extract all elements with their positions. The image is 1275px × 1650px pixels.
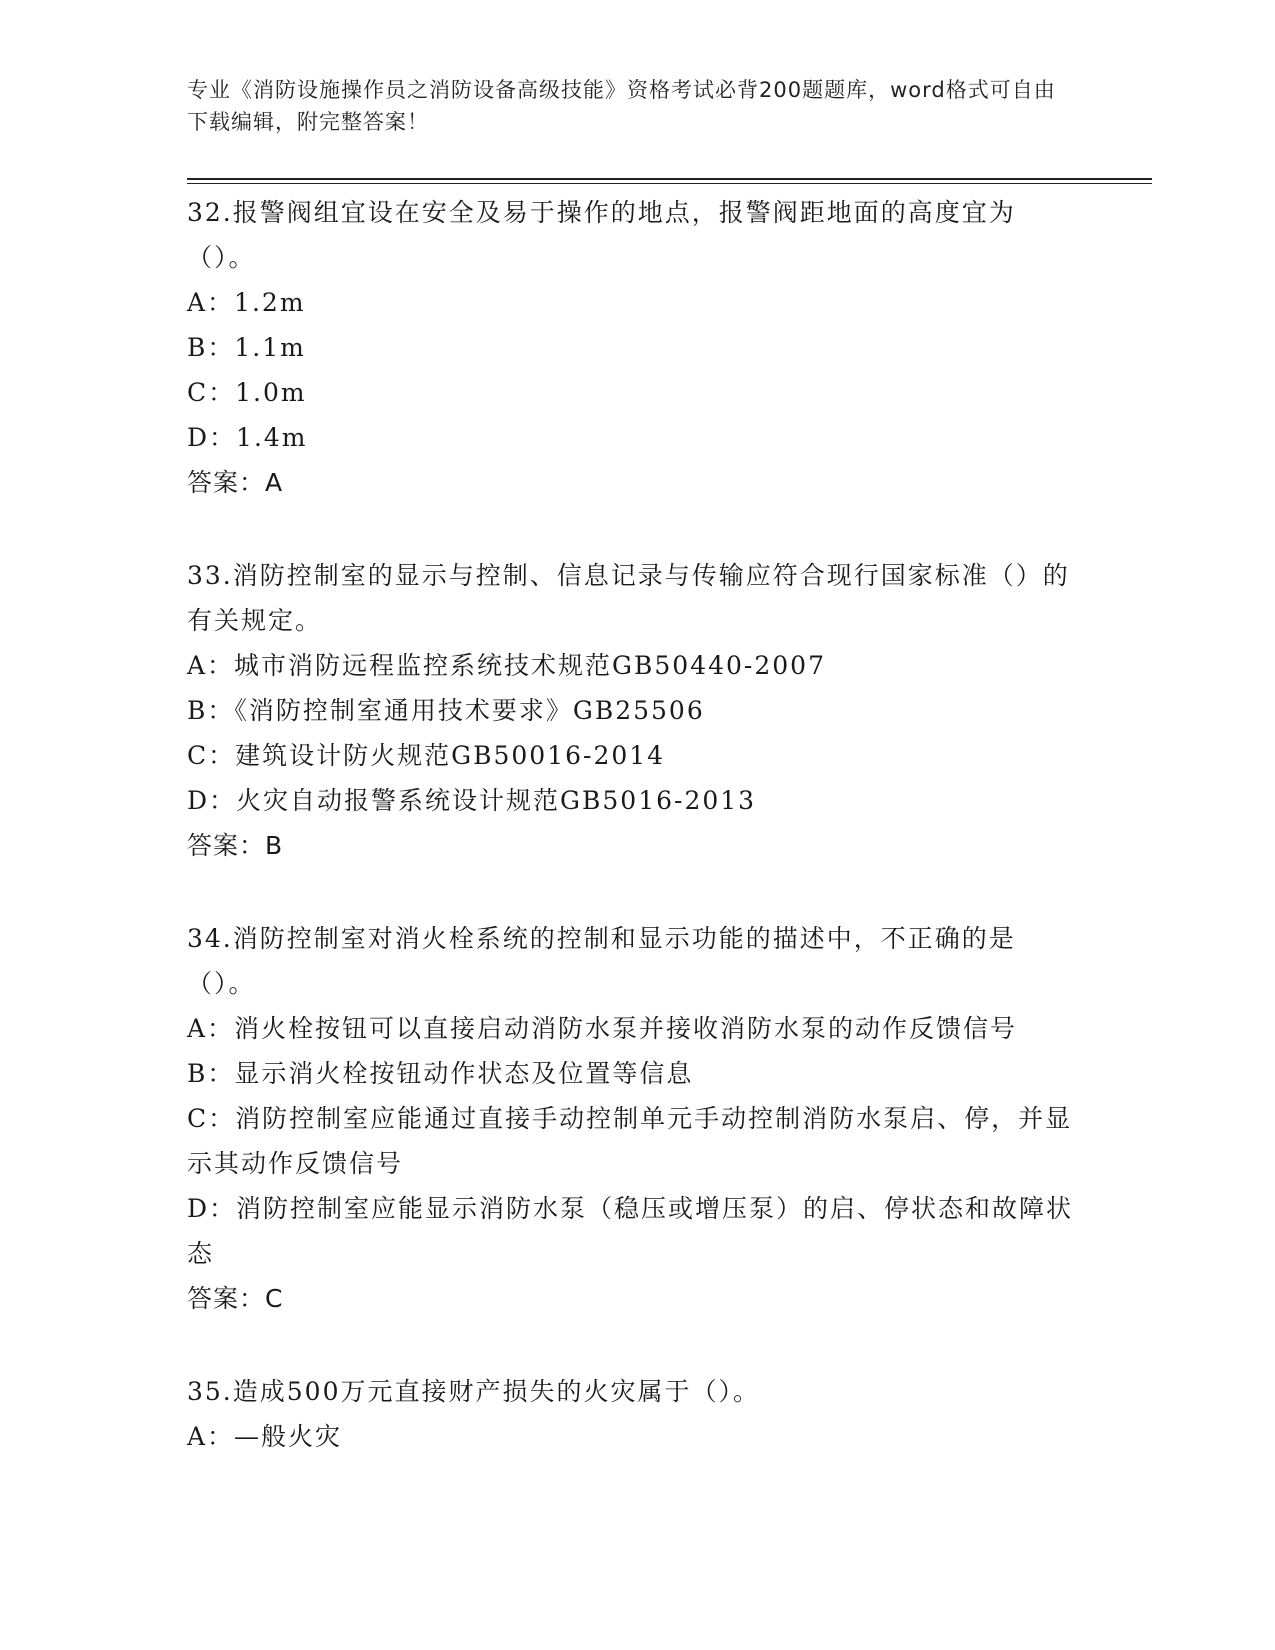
answer: 答案：A: [187, 468, 284, 497]
option-c: C：1.0m: [187, 378, 307, 407]
option-d: D：1.4m: [187, 423, 308, 452]
option-a: A：城市消防远程监控系统技术规范GB50440-2007: [187, 651, 826, 680]
option-b: B：《消防控制室通用技术要求》GB25506: [187, 696, 705, 725]
option-a: A：—般火灾: [187, 1422, 343, 1451]
option-d: D：火灾自动报警系统设计规范GB5016-2013: [187, 786, 757, 815]
question-33: [187, 553, 1082, 868]
option-c: C：建筑设计防火规范GB50016-2014: [187, 741, 666, 770]
option-a: A：消火栓按钮可以直接启动消防水泵并接收消防水泵的动作反馈信号: [187, 1014, 1018, 1043]
header-divider-thick: [187, 178, 1152, 180]
question-stem: 32.报警阀组宜设在安全及易于操作的地点，报警阀距地面的高度宜为（）。: [187, 198, 1016, 272]
question-stem: 34.消防控制室对消火栓系统的控制和显示功能的描述中，不正确的是（）。: [187, 924, 1016, 998]
question-35: [187, 1369, 1082, 1459]
question-stem: 35.造成500万元直接财产损失的火灾属于（）。: [187, 1377, 760, 1406]
option-a: A：1.2m: [187, 288, 306, 317]
question-32: [187, 190, 1082, 505]
option-d: D：消防控制室应能显示消防水泵（稳压或增压泵）的启、停状态和故障状态: [187, 1194, 1074, 1268]
header-divider-thin: [187, 183, 1152, 184]
option-c: C：消防控制室应能通过直接手动控制单元手动控制消防水泵启、停，并显示其动作反馈信号: [187, 1104, 1073, 1178]
question-list: [187, 190, 1082, 1507]
option-b: B：显示消火栓按钮动作状态及位置等信息: [187, 1059, 694, 1088]
option-b: B：1.1m: [187, 333, 306, 362]
answer: 答案：B: [187, 831, 284, 860]
answer: 答案：C: [187, 1284, 284, 1313]
question-stem: 33.消防控制室的显示与控制、信息记录与传输应符合现行国家标准（）的有关规定。: [187, 561, 1070, 635]
document-header: 专业《消防设施操作员之消防设备高级技能》资格考试必背200题题库，word格式可自由下载编辑，附完整答案！: [187, 78, 1056, 134]
question-34: [187, 916, 1082, 1321]
